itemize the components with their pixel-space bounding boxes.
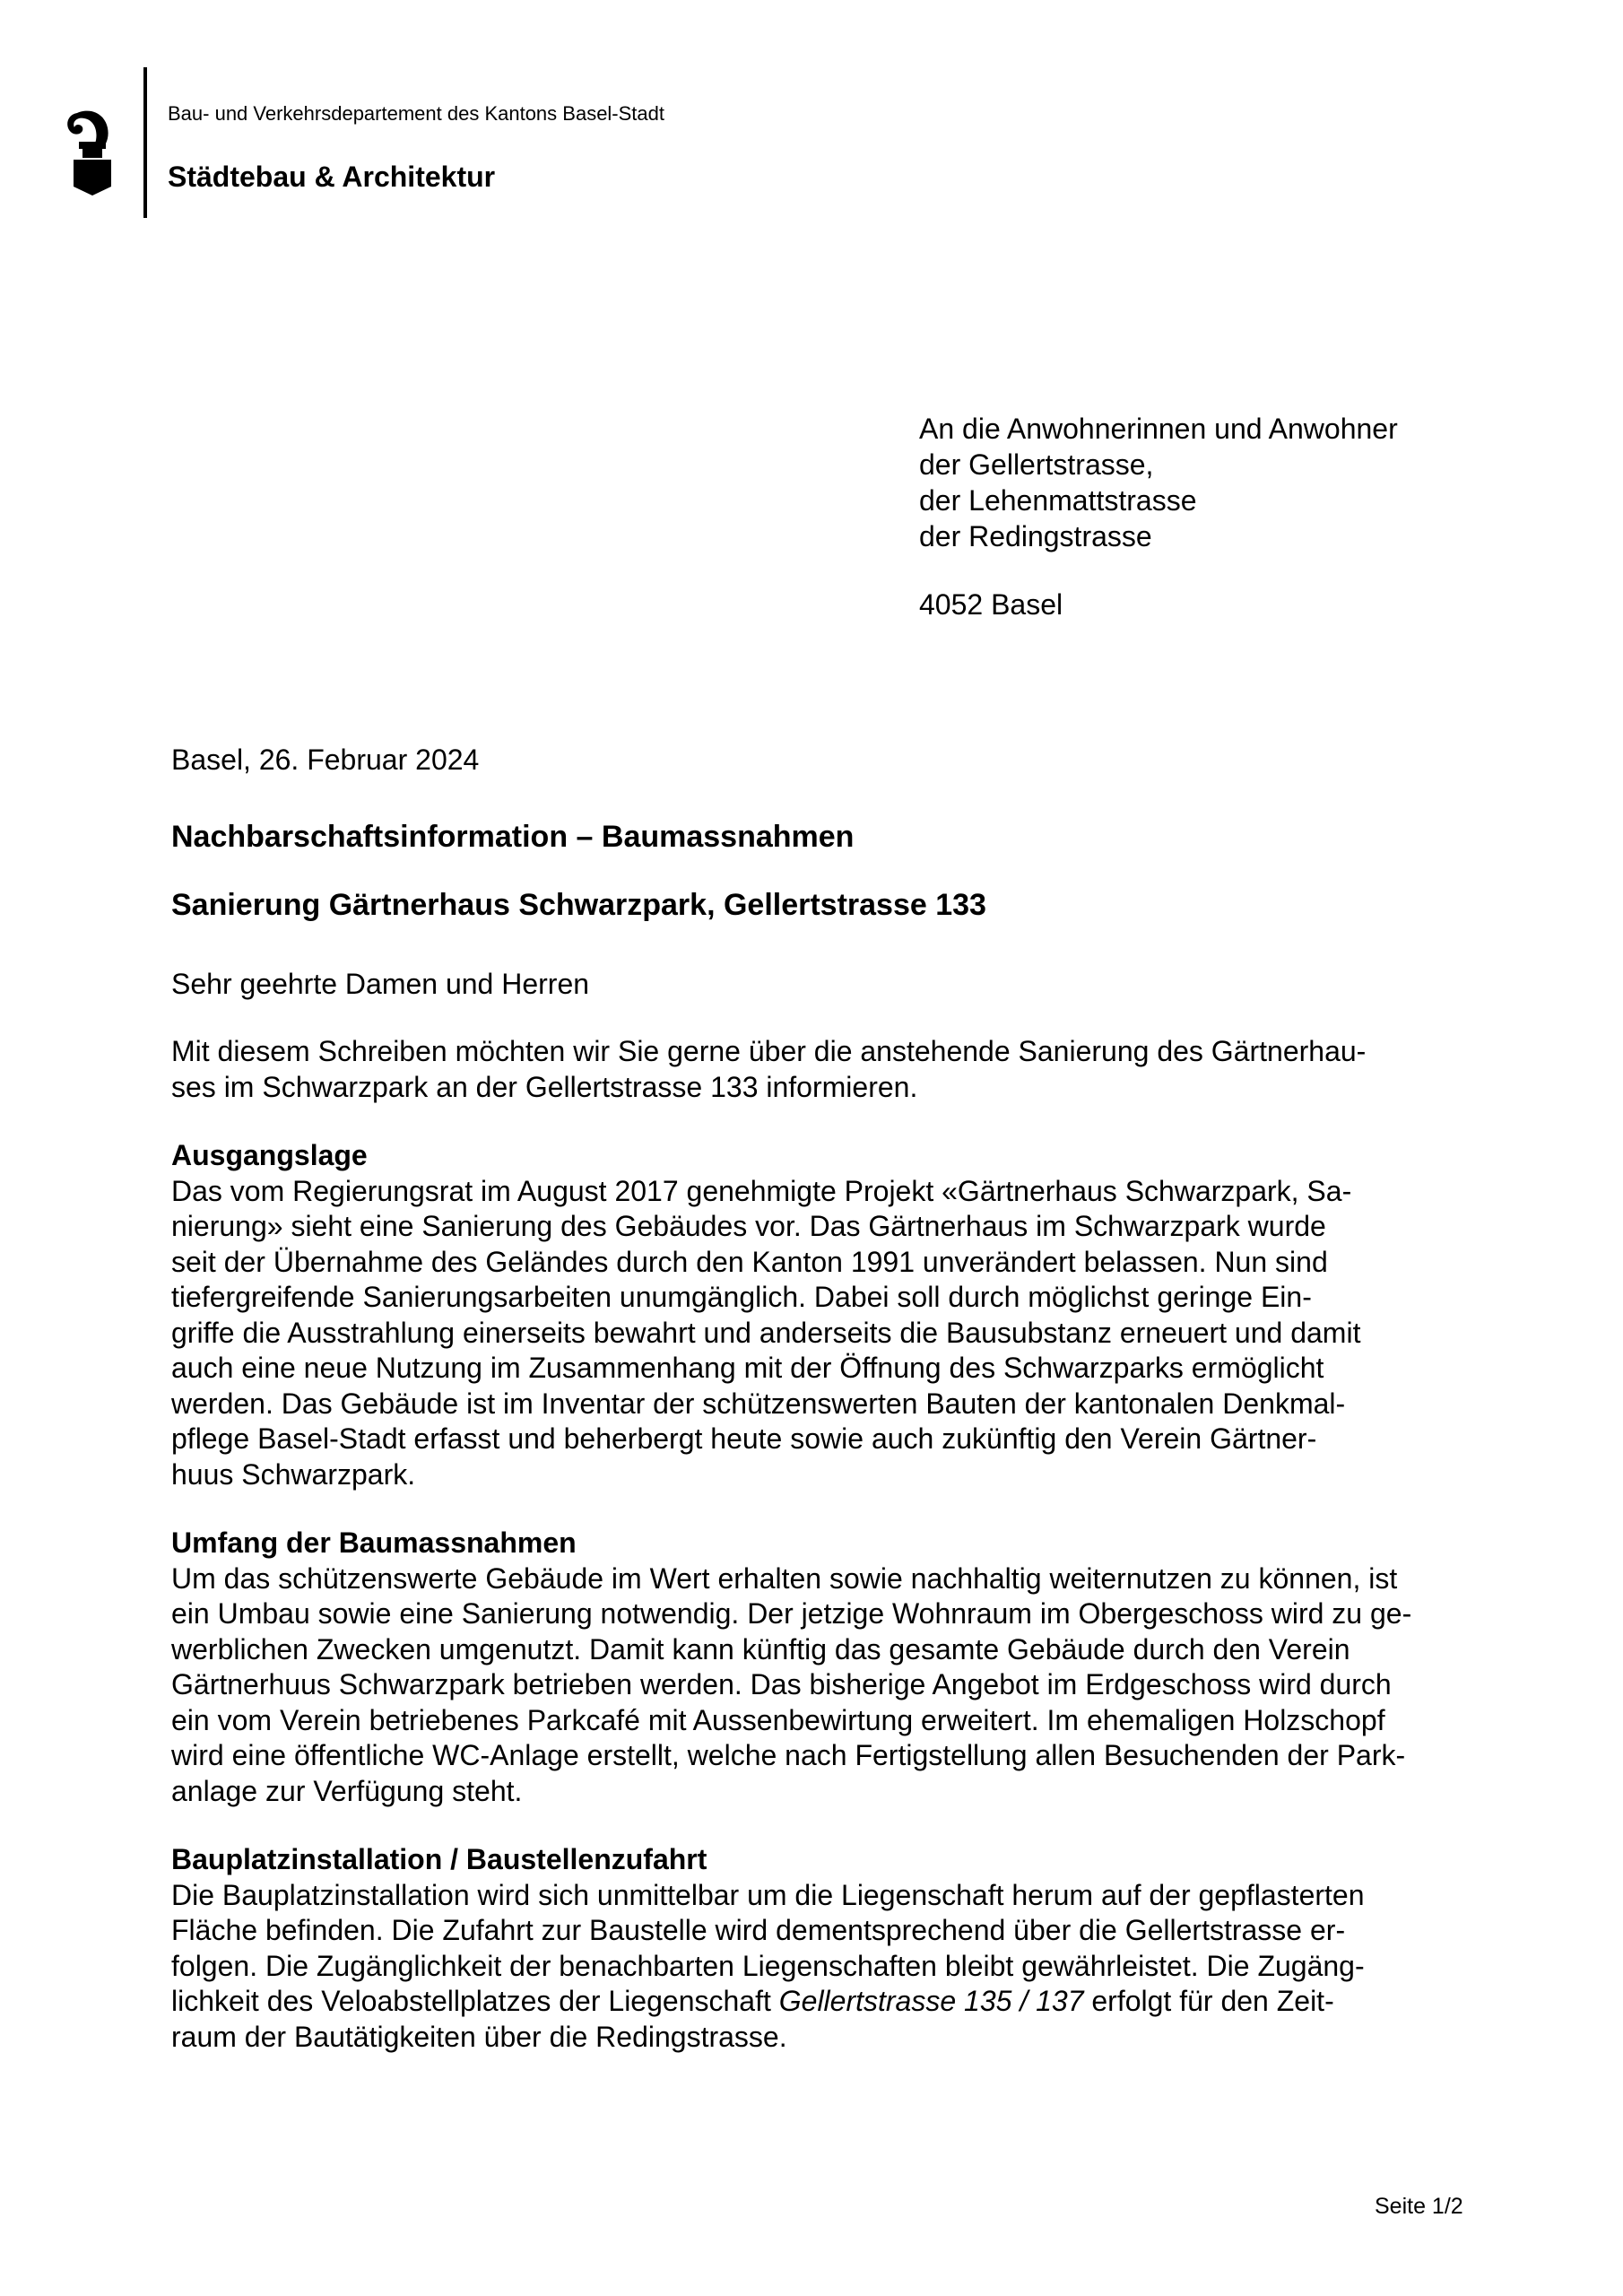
text-line: Um das schützenswerte Gebäude im Wert erhalten sowie nachhaltig weiternutzen zu können, ist bbox=[171, 1561, 1398, 1595]
department-name: Bau- und Verkehrsdepartement des Kantons Basel-Stadt bbox=[168, 102, 665, 125]
text-fragment: lichkeit des Veloabstellplatzes der Liegenschaft bbox=[171, 1985, 779, 2017]
text-line: werblichen Zwecken umgenutzt. Damit kann künftig das gesamte Gebäude durch den Verein bbox=[171, 1632, 1350, 1665]
text-line: Das vom Regierungsrat im August 2017 genehmigte Projekt «Gärtnerhaus Schwarzpark, Sa- bbox=[171, 1174, 1352, 1207]
address-line: der Redingstrasse bbox=[919, 520, 1152, 552]
text-line: ses im Schwarzpark an der Gellertstrasse 133 informieren. bbox=[171, 1070, 918, 1103]
address-line: An die Anwohnerinnen und Anwohner bbox=[919, 413, 1398, 445]
letter-date: Basel, 26. Februar 2024 bbox=[171, 744, 480, 776]
text-line bbox=[171, 1984, 1489, 2020]
text-line: seit der Übernahme des Geländes durch den Kanton 1991 unverändert belassen. Nun sind bbox=[171, 1245, 1328, 1278]
section-ausgangslage bbox=[171, 1138, 1489, 1492]
letter-subject: Nachbarschaftsinformation – Baumassnahmen bbox=[171, 819, 855, 854]
text-line: wird eine öffentliche WC-Anlage erstellt, welche nach Fertigstellung allen Besuchenden der Park- bbox=[171, 1739, 1406, 1771]
address-line: der Lehenmattstrasse bbox=[919, 484, 1197, 517]
address-city: 4052 Basel bbox=[919, 588, 1063, 621]
letter-body bbox=[171, 743, 1489, 2055]
section-bauplatzinstallation bbox=[171, 1842, 1489, 2055]
text-line: auch eine neue Nutzung im Zusammenhang mit der Öffnung des Schwarzparks ermöglicht bbox=[171, 1352, 1324, 1384]
page-number: Seite 1/2 bbox=[1375, 2194, 1463, 2219]
text-line: pflege Basel-Stadt erfasst und beherbergt heute sowie auch zukünftig den Verein Gärtner- bbox=[171, 1422, 1317, 1455]
text-line: tiefergreifende Sanierungsarbeiten unumgänglich. Dabei soll durch möglichst geringe Ein- bbox=[171, 1281, 1312, 1313]
basel-staff-icon bbox=[65, 108, 115, 197]
section-text bbox=[171, 1174, 1489, 1493]
text-line: Gärtnerhuus Schwarzpark betrieben werden. Das bisherige Angebot im Erdgeschoss wird durch bbox=[171, 1668, 1392, 1700]
text-line: griffe die Ausstrahlung einerseits bewahrt und anderseits die Bausubstanz erneuert und damit bbox=[171, 1316, 1361, 1349]
text-line: ein Umbau sowie eine Sanierung notwendig. Der jetzige Wohnraum im Obergeschoss wird zu ge- bbox=[171, 1597, 1412, 1630]
office-name: Städtebau & Architektur bbox=[168, 161, 496, 193]
recipient-address bbox=[919, 411, 1398, 622]
text-line: raum der Bautätigkeiten über die Redingstrasse. bbox=[171, 2020, 787, 2053]
section-heading: Umfang der Baumassnahmen bbox=[171, 1526, 577, 1559]
text-line: Mit diesem Schreiben möchten wir Sie gerne über die anstehende Sanierung des Gärtnerhau- bbox=[171, 1035, 1367, 1067]
section-umfang-baumassnahmen bbox=[171, 1526, 1489, 1809]
section-text bbox=[171, 1561, 1489, 1810]
text-line: folgen. Die Zugänglichkeit der benachbarten Liegenschaften bleibt gewährleistet. Die Zugäng- bbox=[171, 1949, 1365, 1982]
text-line: ein vom Verein betriebenes Parkcafé mit Aussenbewirtung erweitert. Im ehemaligen Holzschopf bbox=[171, 1703, 1385, 1736]
address-reference: Gellertstrasse 135 / 137 bbox=[778, 1985, 1084, 2017]
text-line: nierung» sieht eine Sanierung des Gebäudes vor. Das Gärtnerhaus im Schwarzpark wurde bbox=[171, 1210, 1326, 1242]
text-line: werden. Das Gebäude ist im Inventar der schützenswerten Bauten der kantonalen Denkmal- bbox=[171, 1387, 1346, 1420]
text-fragment: erfolgt für den Zeit- bbox=[1083, 1985, 1334, 2017]
section-heading: Ausgangslage bbox=[171, 1139, 368, 1171]
salutation: Sehr geehrte Damen und Herren bbox=[171, 967, 590, 1000]
text-line: Fläche befinden. Die Zufahrt zur Baustelle wird dementsprechend über die Gellertstrasse er- bbox=[171, 1914, 1346, 1946]
text-line: Die Bauplatzinstallation wird sich unmittelbar um die Liegenschaft herum auf der gepflasterten bbox=[171, 1878, 1365, 1911]
letter-project-title: Sanierung Gärtnerhaus Schwarzpark, Gellertstrasse 133 bbox=[171, 888, 986, 922]
intro-paragraph bbox=[171, 1034, 1489, 1105]
section-text bbox=[171, 1878, 1489, 2056]
letterhead-divider bbox=[143, 67, 147, 218]
section-heading: Bauplatzinstallation / Baustellenzufahrt bbox=[171, 1843, 707, 1875]
text-line: anlage zur Verfügung steht. bbox=[171, 1774, 523, 1807]
text-line: huus Schwarzpark. bbox=[171, 1457, 416, 1491]
address-line: der Gellertstrasse, bbox=[919, 448, 1154, 481]
